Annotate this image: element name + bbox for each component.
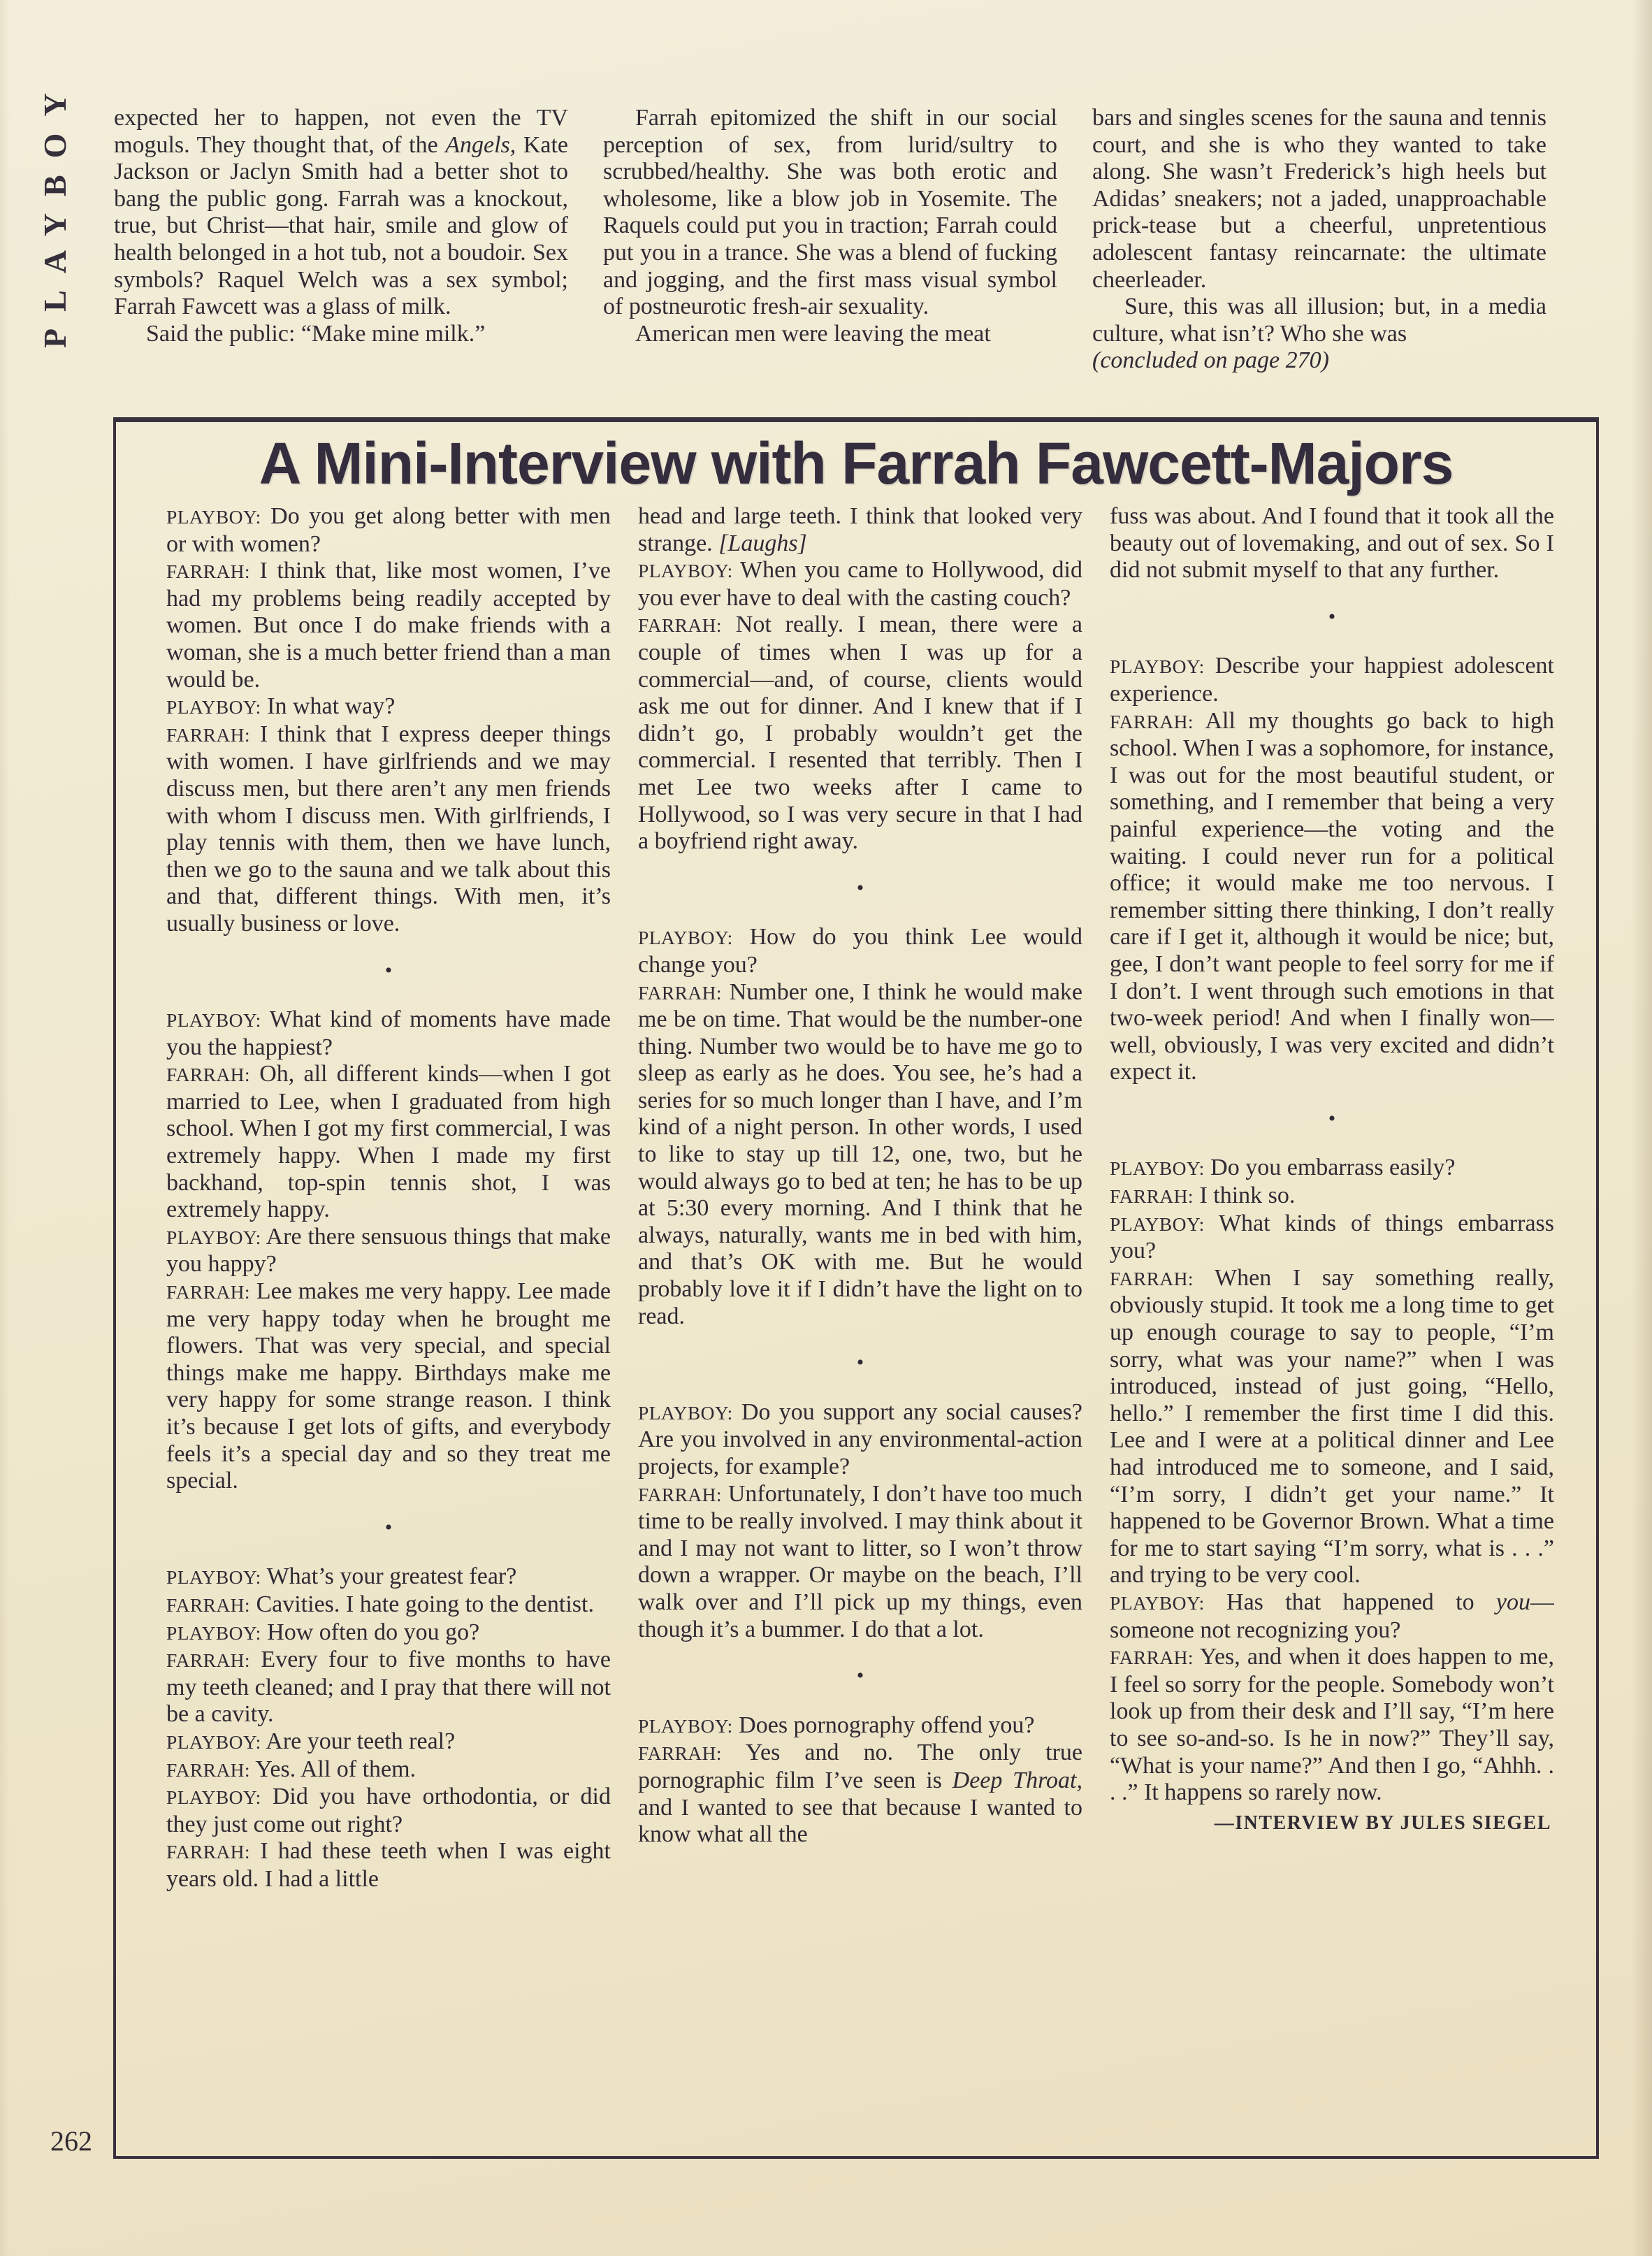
text-run: —someone not recognizing you?: [1110, 1589, 1554, 1643]
qa-paragraph: [166, 1784, 611, 1838]
text-run: How do you think Lee would change you?: [638, 924, 1083, 978]
section-separator-bullet: •: [1328, 1106, 1336, 1130]
section-separator-bullet: •: [384, 958, 393, 982]
speaker-label: FARRAH:: [638, 1742, 722, 1765]
text-run: What kind of moments have made you the happiest?: [166, 1006, 611, 1060]
text-run: Do you support any social causes? Are you involved in any environmental-action projects, for example?: [638, 1398, 1083, 1480]
text-run: Oh, all different kinds—when I got married to Lee, when I graduated from high school. When I got my first commercial, I was extremely happy. When I made my first backhand, top-spin tennis shot, I was extremely happy.: [166, 1061, 611, 1223]
section-separator-bullet: •: [856, 1351, 864, 1375]
italic-text: [Laughs]: [718, 530, 807, 556]
text-run: Said the public: “Make mine milk.”: [146, 320, 486, 347]
speaker-label: FARRAH:: [166, 1841, 250, 1863]
speaker-label: PLAYBOY:: [166, 696, 261, 718]
speaker-label: PLAYBOY:: [1110, 656, 1205, 678]
qa-paragraph: [166, 721, 611, 938]
interview-box: [113, 417, 1599, 2159]
article-column: [114, 105, 568, 375]
speaker-label: FARRAH:: [638, 1483, 722, 1505]
interview-byline: —INTERVIEW BY JULES SIEGEL: [1214, 1812, 1551, 1834]
section-separator-bullet: •: [384, 1515, 393, 1539]
top-article: [114, 105, 1548, 375]
qa-paragraph: [638, 612, 1082, 855]
italic-text: you: [1495, 1589, 1531, 1615]
text-run: I think that, like most women, I’ve had my problems being readily accepted by women. But once I do make friends with a woman, she is a much better friend than a man would be.: [166, 558, 611, 693]
scan-edge-artifact: [1631, 0, 1652, 2256]
text-run: Do you embarrass easily?: [1210, 1155, 1456, 1181]
qa-paragraph: [166, 1728, 611, 1756]
article-paragraph: [114, 321, 568, 348]
interview-column: [638, 503, 1082, 2153]
speaker-label: FARRAH:: [166, 1593, 250, 1616]
text-run: Not really. I mean, there were a couple of times when I was up for a commercial—and, of course, clients would ask me out for dinner. And I knew that if I didn’t go, I probably wouldn’t get the commercial. I resented that terribly. Then I met Lee two weeks after I came to Hollywood, so I was very secure in that I had a boyfriend right away.: [638, 612, 1082, 855]
speaker-label: FARRAH:: [638, 981, 722, 1004]
speaker-label: PLAYBOY:: [166, 1730, 261, 1753]
text-run: I had these teeth when I was eight years old. I had a little: [166, 1838, 611, 1892]
text-run: When you came to Hollywood, did you ever have to deal with the casting couch?: [638, 557, 1082, 611]
qa-paragraph: [166, 1563, 611, 1591]
text-run: Did you have orthodontia, or did they just come out right?: [166, 1784, 611, 1837]
section-separator-bullet: •: [856, 876, 864, 899]
text-run: Unfortunately, I don’t have too much time to be really involved. I may think about it and I may not want to litter, so I won’t throw down a wrapper. Or maybe on the beach, I’ll walk over and I’ll pick up my things, even though it’s a bummer. I do that a lot.: [638, 1480, 1083, 1642]
text-run: Yes. All of them.: [255, 1756, 416, 1782]
text-run: bars and singles scenes for the sauna and tennis court, and she is who they wanted to take along. She wasn’t Frederick’s high heels but Adidas’ sneakers; not a jaded, unapproachable prick-tease but a cheerful, unpretentious adolescent fantasy reincarnate: the ultimate cheerleader.: [1092, 105, 1546, 293]
text-run: What’s your greatest fear?: [266, 1563, 517, 1590]
text-run: Number one, I think he would make me be on time. That would be the number-one thing. Number two would be to have me go to sleep as early as he does. You see, he’s had a series for so much longer than I have, and I’m kind of a night person. In other words, I used to like to stay up till 12, one, two, but he would always go to bed at ten; he has to be up at 5:30 every morning. And I think that he always, naturally, wants me in bed with him, and that’s OK with me. But he would probably love it if I didn’t have the light on to read.: [638, 978, 1083, 1329]
qa-paragraph: [166, 1647, 611, 1728]
speaker-label: FARRAH:: [1110, 710, 1194, 732]
speaker-label: PLAYBOY:: [638, 927, 733, 949]
speaker-label: PLAYBOY:: [166, 1566, 261, 1589]
text-run: Yes, and when it does happen to me, I feel so sorry for the people. Somebody won’t look up from their desk and I’ll say, “I’m here to see so-and-so. Is he in now?” They’ll say, “What is your name?” And then I go, “Ahhh. . . .” It happens so rarely now.: [1110, 1644, 1554, 1806]
text-run: Are there sensuous things that make you happy?: [166, 1223, 611, 1278]
text-run: Sure, this was all illusion; but, in a media culture, what isn’t? Who she was: [1092, 294, 1546, 347]
speaker-label: FARRAH:: [638, 614, 722, 637]
section-separator-bullet: •: [856, 1664, 864, 1688]
qa-paragraph: [638, 1712, 1082, 1740]
text-run: In what way?: [267, 693, 396, 720]
article-paragraph: [1092, 347, 1546, 375]
text-run: Kate Jackson or Jaclyn Smith had a better shot to bang the public gong. Farrah was a knockout, true, but Christ—that hair, smile and glow of health belonged in a hot tub, not a boudoir. Sex symbols? Raquel Welch was a sex symbol; Farrah Fawcett was a glass of milk.: [114, 131, 569, 320]
speaker-label: FARRAH:: [166, 561, 250, 583]
qa-paragraph: [1110, 1183, 1554, 1210]
speaker-label: PLAYBOY:: [638, 560, 733, 582]
speaker-label: PLAYBOY:: [1110, 1591, 1205, 1614]
speaker-label: FARRAH:: [166, 723, 250, 746]
text-run: I think so.: [1199, 1183, 1296, 1209]
speaker-label: FARRAH:: [166, 1758, 250, 1781]
interview-title: A Mini-Interview with Farrah Fawcett-Majors: [259, 431, 1454, 496]
article-paragraph: [603, 321, 1057, 348]
speaker-label: FARRAH:: [1110, 1647, 1194, 1669]
text-run: fuss was about. And I found that it took all the beauty out of lovemaking, and out of sex. So I did not submit myself to that any further.: [1110, 503, 1554, 584]
article-column: [1092, 105, 1546, 375]
interview-columns: [166, 503, 1554, 2153]
qa-paragraph: [166, 1619, 611, 1647]
speaker-label: PLAYBOY:: [166, 1786, 261, 1809]
text-run: Cavities. I hate going to the dentist.: [256, 1591, 594, 1617]
qa-paragraph: [166, 1224, 611, 1278]
italic-text: Angels,: [445, 131, 516, 158]
text-run: Yes and no. The only true pornographic film I’ve seen is: [638, 1740, 1082, 1793]
text-run: How often do you go?: [267, 1619, 480, 1645]
speaker-label: PLAYBOY:: [1110, 1213, 1205, 1235]
text-run: and I wanted to see that because I wanted to know what all the: [638, 1794, 1082, 1848]
speaker-label: PLAYBOY:: [166, 506, 261, 528]
text-run: Are your teeth real?: [266, 1728, 456, 1754]
qa-paragraph: [166, 1278, 611, 1495]
magazine-spine-text: PLAYBOY: [37, 76, 73, 348]
text-run: expected her to happen, not even the TV moguls. They thought that, of the: [114, 105, 568, 158]
article-column: [603, 105, 1057, 375]
text-run: All my thoughts go back to high school. When I was a sophomore, for instance, I was out for the most beautiful student, or something, and I remember that being a very painful experience—the voting and the waiting. I could never run for a political office; it would make me too nervous. I remember sitting there thinking, I don’t really care if I get it, although it would be nice; but, gee, I don’t want people to feel sorry for me if I don’t. I went through such emotions in that two-week period! And when I finally won—well, obviously, I was very excited and didn’t expect it.: [1110, 707, 1554, 1085]
text-run: When I say something really, obviously stupid. It took me a long time to get up enough courage to say to people, “I’m sorry, what was your name?” when I was introduced, instead of just going, “Hello, hello.” I remember the first time I did this. Lee and I were at a political dinner and Lee had introduced me to someone, and I said, “I’m sorry, I didn’t get your name.” It happened to be Governor Brown. What a time for me to start saying “I’m sorry, what is . . .” and trying to be very cool.: [1110, 1264, 1554, 1589]
qa-paragraph: [638, 1399, 1082, 1481]
qa-paragraph: [1110, 708, 1554, 1086]
speaker-label: FARRAH:: [166, 1649, 250, 1672]
scan-edge-artifact-left: [0, 0, 10, 2256]
continuation-paragraph: [1110, 503, 1554, 584]
speaker-label: FARRAH:: [166, 1281, 250, 1303]
qa-paragraph: [1110, 653, 1554, 707]
qa-paragraph: [166, 1061, 611, 1224]
interview-column: [1110, 503, 1554, 2153]
speaker-label: FARRAH:: [1110, 1267, 1194, 1289]
text-run: head and large teeth. I think that looked very strange.: [638, 503, 1082, 556]
qa-paragraph: [1110, 1155, 1554, 1183]
text-run: Lee makes me very happy. Lee made me very happy today when he brought me flowers. That was very special, and special things make me happy. Birthdays make me very happy for some strange reason. I think it’s because I get lots of gifts, and everybody feels it’s a special day and so they treat me special.: [166, 1278, 611, 1494]
qa-paragraph: [638, 1740, 1082, 1848]
text-run: Do you get along better with men or with women?: [166, 503, 611, 557]
page-number: 262: [50, 2125, 92, 2157]
italic-text: (concluded on page 270): [1092, 347, 1329, 374]
speaker-label: PLAYBOY:: [638, 1401, 733, 1424]
text-run: Has that happened to: [1226, 1589, 1496, 1615]
speaker-label: PLAYBOY:: [638, 1714, 733, 1737]
qa-paragraph: [1110, 1589, 1554, 1644]
text-run: What kinds of things embarrass you?: [1110, 1210, 1554, 1264]
text-run: Describe your happiest adolescent experience.: [1110, 653, 1554, 707]
qa-paragraph: [1110, 1644, 1554, 1807]
speaker-label: PLAYBOY:: [166, 1621, 261, 1644]
qa-paragraph: [638, 979, 1082, 1331]
article-paragraph: [114, 105, 568, 321]
qa-paragraph: [166, 1006, 611, 1061]
qa-paragraph: [166, 1838, 611, 1893]
text-run: Farrah epitomized the shift in our social perception of sex, from lurid/sultry to scrubbed/healthy. She was both erotic and wholesome, like a blow job in Yosemite. The Raquels could put you in traction; Farrah could put you in a trance. She was a blend of fucking and jogging, and the first mass visual symbol of postneurotic fresh-air sexuality.: [603, 105, 1057, 320]
speaker-label: PLAYBOY:: [166, 1009, 261, 1032]
continuation-paragraph: [638, 503, 1082, 557]
article-paragraph: [603, 105, 1057, 321]
qa-paragraph: [166, 1756, 611, 1784]
article-paragraph: [1092, 294, 1546, 347]
article-paragraph: [1092, 105, 1546, 294]
speaker-label: PLAYBOY:: [166, 1226, 261, 1248]
qa-paragraph: [1110, 1265, 1554, 1589]
qa-paragraph: [638, 557, 1082, 612]
qa-paragraph: [166, 503, 611, 558]
qa-paragraph: [1110, 1210, 1554, 1265]
italic-text: Deep Throat,: [952, 1767, 1082, 1793]
qa-paragraph: [638, 1481, 1082, 1644]
section-separator-bullet: •: [1328, 605, 1336, 628]
qa-paragraph: [166, 693, 611, 721]
qa-paragraph: [638, 924, 1082, 978]
qa-paragraph: [166, 558, 611, 693]
qa-paragraph: [166, 1591, 611, 1619]
text-run: Every four to five months to have my teeth cleaned; and I pray that there will not be a cavity.: [166, 1647, 611, 1728]
text-run: American men were leaving the meat: [635, 320, 991, 347]
speaker-label: FARRAH:: [1110, 1185, 1194, 1208]
interview-column: [166, 503, 611, 2153]
text-run: I think that I express deeper things with women. I have girlfriends and we may discuss men, but there aren’t any men friends with whom I discuss men. With girlfriends, I play tennis with them, then we have lunch, then we go to the sauna and we talk about this and that, different things. With men, it’s usually business or love.: [166, 721, 611, 937]
text-run: Does pornography offend you?: [739, 1712, 1035, 1738]
speaker-label: FARRAH:: [166, 1064, 250, 1086]
speaker-label: PLAYBOY:: [1110, 1157, 1205, 1180]
